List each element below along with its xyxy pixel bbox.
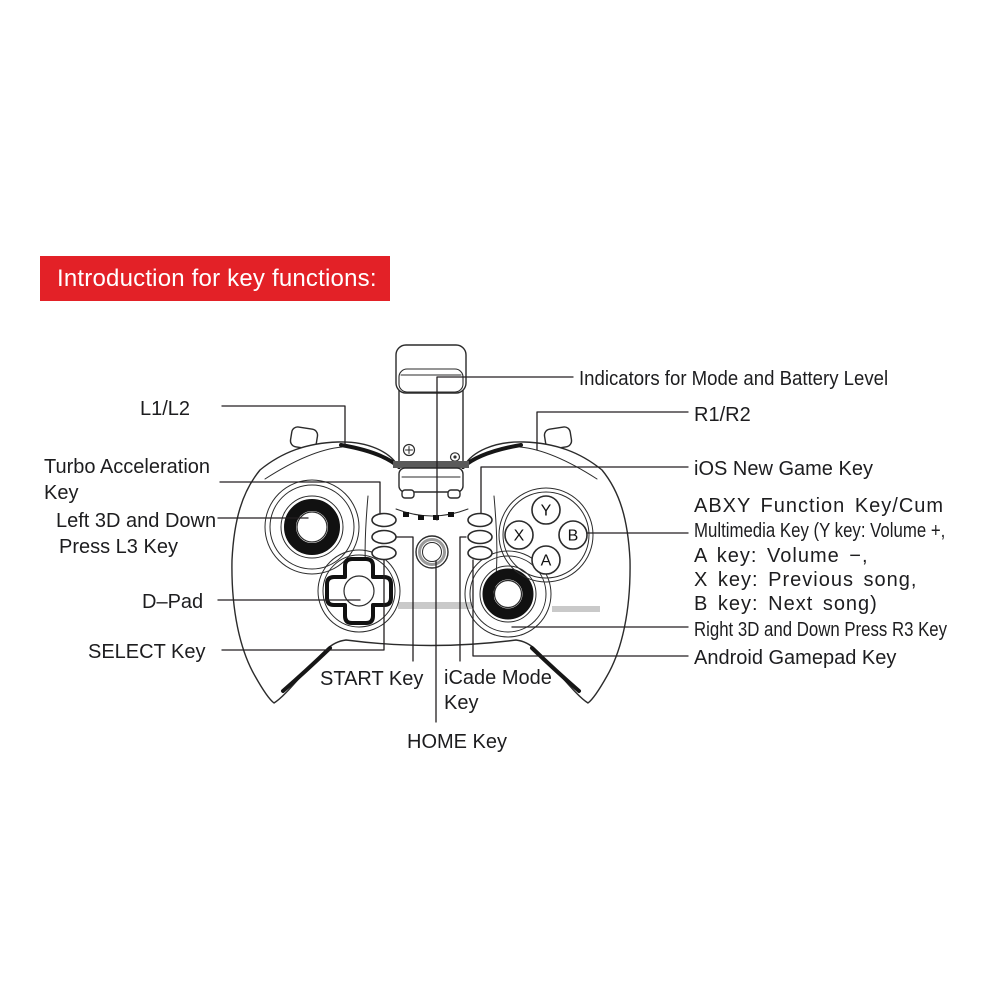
label-indicators: Indicators for Mode and Battery Level [579, 368, 889, 390]
section-title: Introduction for key functions: [57, 264, 377, 292]
label-abxy-line3: A key: Volume −, [694, 545, 869, 567]
icade-key-oval [468, 531, 492, 544]
y-button-label: Y [540, 502, 552, 520]
b-button-label: B [567, 527, 579, 545]
label-left-3d-l3: Left 3D and Down Press L3 Key [56, 510, 217, 558]
a-button-label: A [540, 552, 552, 570]
label-abxy-line4: X key: Previous song, [694, 569, 918, 591]
start-key-oval [372, 531, 396, 544]
label-d-pad: D–Pad [142, 591, 204, 613]
label-select-key: SELECT Key [88, 641, 206, 663]
label-turbo-key: Turbo Acceleration Key [44, 456, 211, 504]
label-android-gamepad-key: Android Gamepad Key [694, 647, 897, 669]
label-l1-l2: L1/L2 [140, 398, 191, 420]
label-r1-r2: R1/R2 [694, 404, 751, 426]
label-icade-mode-key: iCade Mode Key [444, 667, 552, 714]
label-start-key: START Key [320, 668, 424, 690]
label-abxy-line5: B key: Next song) [694, 593, 878, 615]
android-key-oval [468, 547, 492, 560]
phone-clip [393, 345, 469, 498]
x-button-label: X [513, 527, 525, 545]
d-pad [318, 550, 400, 632]
label-home-key: HOME Key [407, 731, 508, 753]
label-right-3d-r3: Right 3D and Down Press R3 Key [694, 619, 948, 641]
label-abxy-line2: Multimedia Key (Y key: Volume +, [694, 520, 946, 542]
turbo-key-oval [372, 514, 396, 527]
label-abxy-line1: ABXY Function Key/Cum [694, 495, 945, 517]
select-key-oval [372, 547, 396, 560]
ios-key-oval [468, 514, 492, 527]
label-ios-new-game-key: iOS New Game Key [694, 458, 873, 480]
